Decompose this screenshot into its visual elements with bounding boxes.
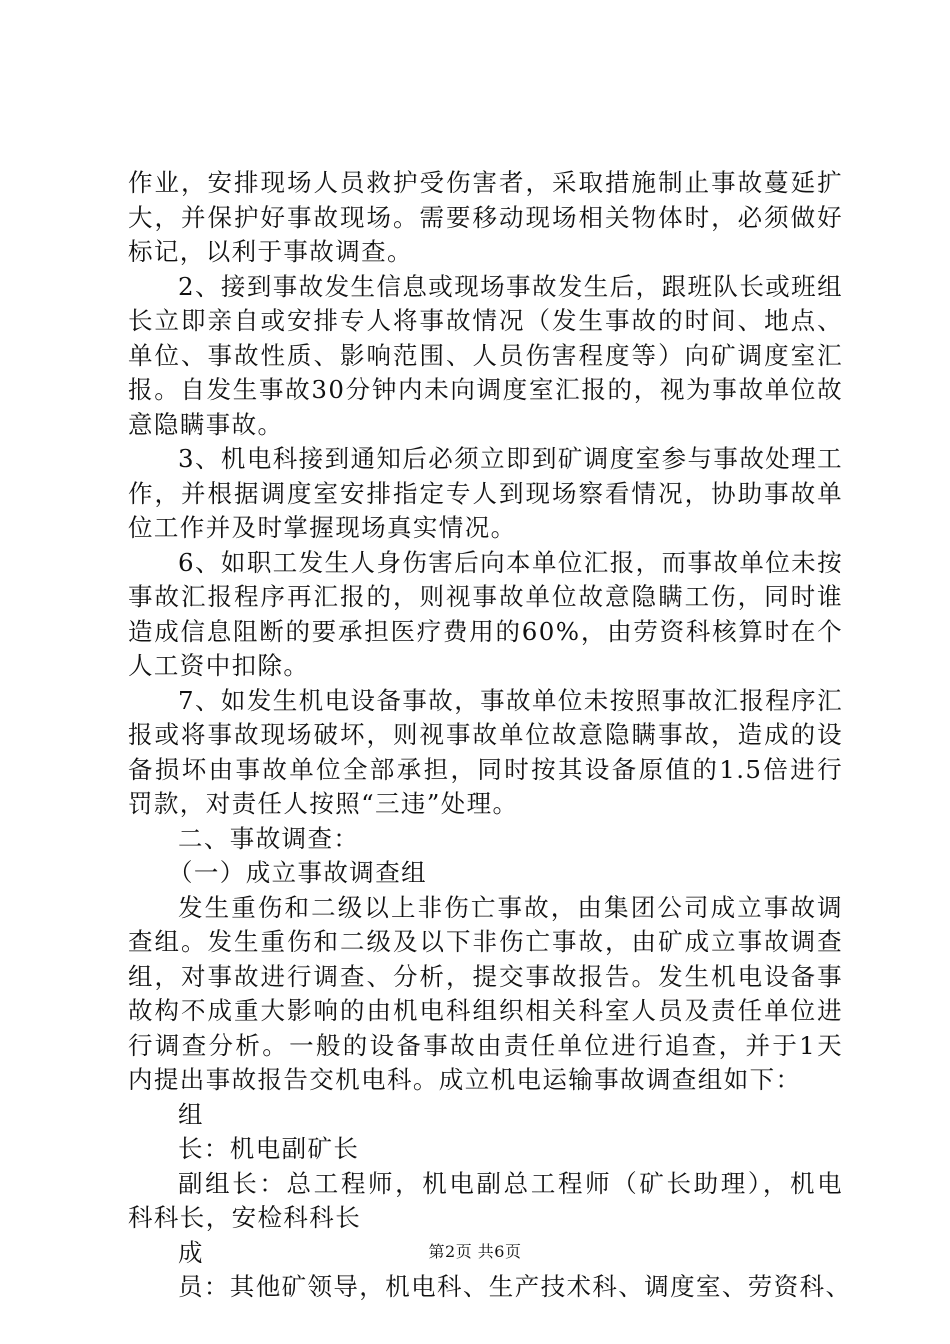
text-line: 2、接到事故发生信息或现场事故发生后，跟班队长或班组 [178,271,843,301]
text-line: 报。自发生事故30分钟内未向调度室汇报的，视为事故单位故 [128,375,843,404]
text-line: 作，并根据调度室安排指定专人到现场察看情况，协助事故单 [128,478,843,508]
text-line: 位工作并及时掌握现场真实情况。 [128,513,517,542]
text-line: 组，对事故进行调查、分析，提交事故报告。发生机电设备事 [128,961,843,991]
text-line: 6、如职工发生人身伤害后向本单位汇报，而事故单位未按 [178,547,843,577]
text-line: 单位、事故性质、影响范围、人员伤害程度等）向矿调度室汇 [128,340,843,370]
text-line: 科科长，安检科科长 [128,1203,362,1232]
text-line: 组 [178,1099,204,1129]
text-line: 成 [178,1237,204,1267]
text-line: 意隐瞒事故。 [128,409,284,439]
text-line: 长：机电副矿长 [178,1134,360,1163]
text-line: 备损坏由事故单位全部承担，同时按其设备原值的1.5倍进行 [128,754,843,784]
text-line: 罚款，对责任人按照“三违”处理。 [128,789,519,818]
text-line: 查组。发生重伤和二级及以下非伤亡事故，由矿成立事故调查 [128,927,843,956]
section-heading: 二、事故调查： [178,823,360,853]
text-line: 故构不成重大影响的由机电科组织相关科室人员及责任单位进 [128,996,843,1025]
text-line: 大，并保护好事故现场。需要移动现场相关物体时，必须做好 [128,202,843,232]
text-line: 7、如发生机电设备事故，事故单位未按照事故汇报程序汇 [178,685,843,715]
text-line: 行调查分析。一般的设备事故由责任单位进行追查，并于1天 [128,1030,843,1060]
body-text [128,166,852,1305]
text-line: 3、机电科接到通知后必须立即到矿调度室参与事故处理工 [178,444,843,473]
text-line: 内提出事故报告交机电科。成立机电运输事故调查组如下： [128,1065,802,1094]
text-line: 作业，安排现场人员救护受伤害者，采取措施制止事故蔓延扩 [128,168,843,197]
text-line: 副组长：总工程师，机电副总工程师（矿长助理），机电 [178,1168,843,1198]
text-line: 造成信息阻断的要承担医疗费用的60%，由劳资科核算时在个 [128,616,843,646]
page-number-footer: 第2页 共6页 [428,1242,522,1261]
text-line: 标记，以利于事故调查。 [128,237,413,266]
text-line: 报或将事故现场破坏，则视事故单位故意隐瞒事故，造成的设 [128,720,843,749]
text-line: 发生重伤和二级以上非伤亡事故，由集团公司成立事故调 [178,892,843,922]
text-line: 事故汇报程序再汇报的，则视事故单位故意隐瞒工伤，同时谁 [128,582,843,611]
text-line: 人工资中扣除。 [128,651,310,680]
text-line: 员：其他矿领导，机电科、生产技术科、调度室、劳资科、 [178,1272,852,1301]
text-line: 长立即亲自或安排专人将事故情况（发生事故的时间、地点、 [128,306,843,335]
subsection-heading: （一）成立事故调查组 [168,858,427,887]
